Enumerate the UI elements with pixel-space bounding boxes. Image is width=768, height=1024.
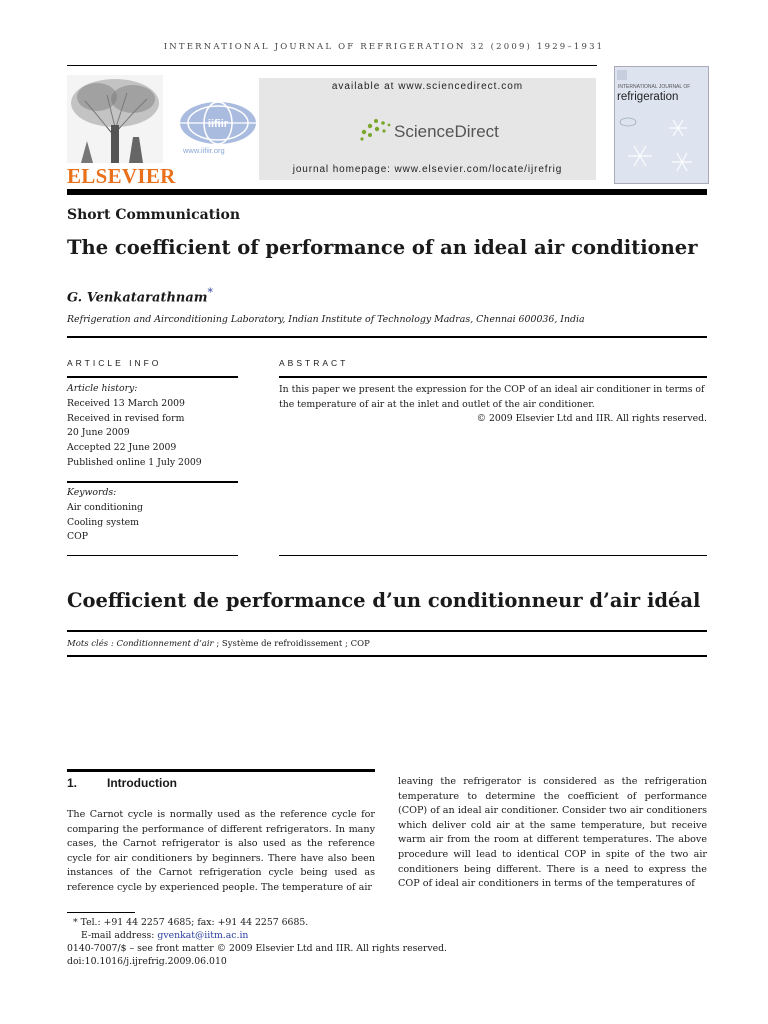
french-top-rule	[67, 630, 707, 632]
cover-elsevier-mark	[617, 70, 627, 80]
abstract-label: ABSTRACT	[279, 358, 349, 368]
section-heading: 1. Introduction	[67, 776, 177, 790]
header-rule	[67, 65, 597, 66]
history-label: Article history:	[67, 383, 138, 394]
author-footnote-mark[interactable]: *	[207, 286, 213, 299]
article-title: The coefficient of performance of an ideal air conditioner	[67, 236, 698, 259]
french-bottom-rule	[67, 655, 707, 657]
history-accepted: Accepted 22 June 2009	[67, 442, 177, 454]
history-published: Published online 1 July 2009	[67, 456, 202, 468]
elsevier-wordmark: ELSEVIER	[67, 164, 176, 188]
intro-column-1: The Carnot cycle is normally used as the reference cycle for comparing the performance of different refrigerators. In many cases, the Carnot refrigerator is also used as the reference cycle for air conditioners by beginners. There have also been instances of the Carnot refrigeration cycle being used as reference cycle by experienced people. The temperature of air	[67, 809, 375, 893]
cover-snowflake-art	[618, 110, 704, 178]
available-at-text[interactable]: available at www.sciencedirect.com	[331, 81, 524, 92]
history-received: Received 13 March 2009	[67, 397, 185, 409]
footnote-tel: * Tel.: +91 44 2257 4685; fax: +91 44 2257 6685.	[73, 917, 309, 928]
sciencedirect-brand: ScienceDirect	[394, 122, 499, 141]
abstract-rule	[279, 376, 707, 378]
footnote-email: E-mail address: gvenkat@iitm.ac.in	[81, 930, 249, 941]
footnote-rule	[67, 912, 135, 913]
history-revised-date: 20 June 2009	[67, 427, 130, 439]
author-affiliation: Refrigeration and Airconditioning Laboratory, Indian Institute of Technology Madras, Chennai 600036, India	[67, 314, 585, 325]
abstract-copyright: © 2009 Elsevier Ltd and IIR. All rights reserved.	[476, 413, 707, 424]
abstract-text: In this paper we present the expression for the COP of an ideal air conditioner in terms of the temperature of air at the inlet and outlet of the air conditioner.	[279, 384, 705, 410]
article-info-rule	[67, 376, 238, 378]
abstract-bottom-rule	[279, 555, 707, 556]
keywords-rule	[67, 481, 238, 483]
keywords-block	[67, 486, 143, 545]
email-link[interactable]: gvenkat@iitm.ac.in	[157, 930, 249, 941]
keyword-item: Air conditioning	[67, 501, 144, 513]
front-matter: 0140-7007/$ – see front matter © 2009 Elsevier Ltd and IIR. All rights reserved.	[67, 943, 447, 954]
keyword-item: Cooling system	[67, 516, 139, 528]
iir-logo-lettering: iifiir	[207, 118, 229, 130]
article-history	[67, 382, 202, 471]
journal-homepage-text[interactable]: journal homepage: www.elsevier.com/locate/ijrefrig	[292, 164, 563, 175]
author-name: G. Venkatarathnam*	[67, 286, 213, 306]
header-thick-rule	[67, 189, 707, 195]
affiliation-rule	[67, 336, 707, 338]
history-revised: Received in revised form	[67, 412, 185, 424]
french-title: Coefficient de performance d’un conditionneur d’air idéal	[67, 589, 701, 612]
intro-rule	[67, 769, 375, 772]
cover-title: refrigeration	[617, 91, 679, 103]
cover-subtitle: INTERNATIONAL JOURNAL OF	[618, 84, 691, 90]
article-info-label: ARTICLE INFO	[67, 358, 162, 368]
french-keywords: Mots clés : Conditionnement d’air ; Système de refroidissement ; COP	[67, 639, 370, 649]
journal-running-header: INTERNATIONAL JOURNAL OF REFRIGERATION 32 (2009) 1929–1931	[163, 42, 605, 52]
doi[interactable]: doi:10.1016/j.ijrefrig.2009.06.010	[67, 956, 227, 967]
keywords-label: Keywords:	[67, 487, 117, 498]
intro-column-2: leaving the refrigerator is considered as the refrigeration temperature to determine the coefficient of performance (COP) of an ideal air conditioner. Consider two air conditioners which deliver cold air at the same temperature, but receive warm air from the room at different temperatures. The above procedure will lead to identical COP in spite of the two air conditioners being different. There is a need to express the COP of ideal air conditioners in terms of the temperatures of	[398, 776, 707, 890]
sciencedirect-logo	[358, 116, 508, 144]
keyword-item: COP	[67, 531, 88, 543]
elsevier-tree-logo	[67, 75, 163, 163]
article-info-bottom-rule	[67, 555, 238, 556]
iir-url: www.iifiir.org	[183, 146, 225, 155]
article-type: Short Communication	[67, 207, 241, 223]
